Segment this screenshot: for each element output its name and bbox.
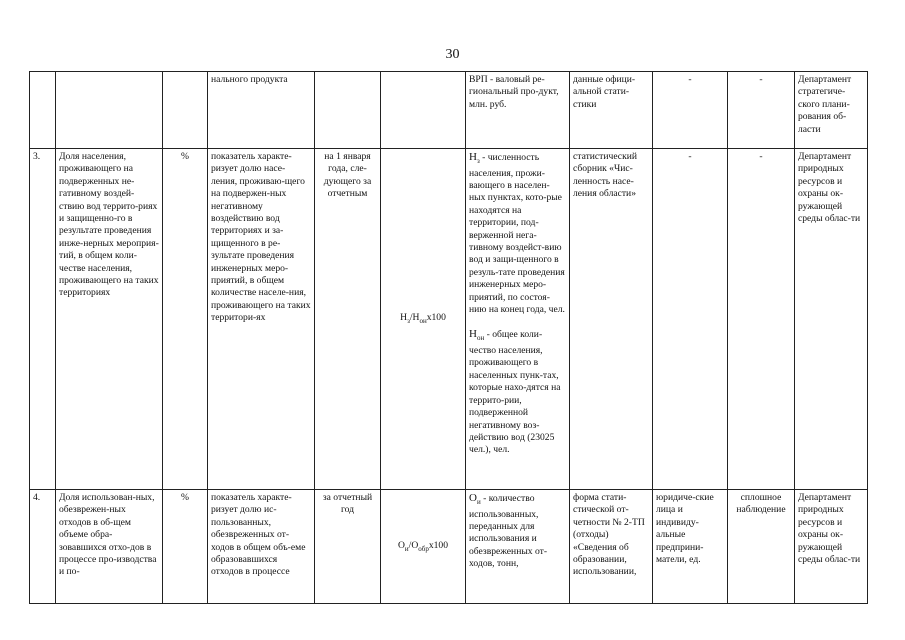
cell-unit: % [163, 149, 208, 490]
cell-period: на 1 января года, сле-дующего за отчетным [315, 149, 381, 490]
formula-denominator-sub: он [419, 317, 427, 326]
cell-unit [163, 72, 208, 149]
cell-no [30, 72, 56, 149]
formula-denominator: О [411, 539, 419, 551]
cell-responsible: Департамент природных ресурсов и охраны ок-ружающей среды облас-ти [795, 149, 868, 490]
cell-source: данные офици-альной стати-стики [570, 72, 653, 149]
variable-definition [469, 328, 566, 456]
cell-respondent: - [653, 149, 728, 490]
cell-no: 3. [30, 149, 56, 490]
cell-unit: % [163, 490, 208, 604]
cell-responsible: Департамент стратегиче-ского плани-рования об-ласти [795, 72, 868, 149]
variable-symbol: $Н_{он}$ [469, 328, 485, 343]
table-row [30, 149, 868, 490]
variable-definition [469, 151, 566, 316]
cell-responsible: Департамент природных ресурсов и охраны ок-ружающей среды облас-ти [795, 490, 868, 604]
indicators-table [29, 71, 868, 604]
cell-name [56, 72, 163, 149]
cell-method: сплошное наблюдение [728, 490, 795, 604]
cell-source: форма стати-стической от-четности № 2-ТП (отходы) «Сведения об образовании, использовании, [570, 490, 653, 604]
cell-period: за отчетный год [315, 490, 381, 604]
cell-variables [466, 149, 570, 490]
formula-denominator: Н [412, 312, 420, 324]
formula-numerator-sub: и [404, 544, 409, 553]
variable-text: - количество использованных, переданных для использования и обезвреженных от-ходов, тонн, [469, 493, 548, 570]
variable-symbol: $О_и$ [469, 492, 481, 507]
variable-definition [469, 492, 566, 571]
variable-text: - численность населения, прожи-вающего в населен-ных пунктах, кото-рые находятся на территории, под-верженной нега-тивному воздейст-вию вод и защи-щенного в резуль-тате проведения инженерных меро-приятий, по состоя-нию на конец года, чел. [469, 152, 565, 316]
cell-variables [466, 490, 570, 604]
cell-formula: $О_и/О_{обр}х100$ [381, 490, 466, 604]
variable-symbol: $Н_з$ [469, 151, 480, 166]
cell-formula [381, 72, 466, 149]
cell-source: статистический сборник «Чис-ленность насе-ления области» [570, 149, 653, 490]
cell-no: 4. [30, 490, 56, 604]
variable-text: - общее коли-чество населения, проживающего в населенных пунк-тах, которые нахо-дятся на террито-рии, подверженной негативному воз-действию вод (23025 чел.), чел. [469, 329, 561, 456]
cell-respondent: - [653, 72, 728, 149]
cell-definition: показатель характе-ризует долю насе-ления, проживаю-щего на подвержен-ных негативному воздействию вод территориях и за-щищенного в ре-зультате проведения инженерных меро-приятий, в общем количестве населе-ния, проживающего на таких территори-ях [208, 149, 315, 490]
cell-method: - [728, 72, 795, 149]
cell-formula: $Н_з/Н_{он}х100$ [381, 149, 466, 490]
cell-definition: показатель характе-ризует долю ис-пользованных, обезвреженных от-ходов в общем объ-еме образовавшихся отходов в процессе [208, 490, 315, 604]
cell-name: Доля населения, проживающего на подверженных не-гативному воздей-ствию вод террито-риях и защищенно-го в результате проведения инже-нерных мероприя-тий, в общем коли-честве населения, проживающего на таких территориях [56, 149, 163, 490]
cell-variables: ВРП - валовый ре-гиональный про-дукт, млн. руб. [466, 72, 570, 149]
formula-numerator: О [397, 539, 405, 551]
page-number: 30 [445, 47, 460, 62]
formula-numerator: Н [400, 312, 408, 324]
formula-multiplier: х100 [426, 312, 446, 324]
formula-numerator-sub: з [407, 317, 410, 326]
cell-respondent: юридиче-ские лица и индивиду-альные предприни-матели, ед. [653, 490, 728, 604]
cell-name: Доля использован-ных, обезврежен-ных отходов в об-щем объеме обра-зовавшихся отхо-дов в процессе про-изводства и по- [56, 490, 163, 604]
cell-definition: нального продукта [208, 72, 315, 149]
formula-denominator-sub: обр [418, 544, 429, 553]
formula-multiplier: х100 [428, 539, 449, 551]
cell-period [315, 72, 381, 149]
table-row [30, 72, 868, 149]
table-row [30, 490, 868, 604]
cell-method: - [728, 149, 795, 490]
